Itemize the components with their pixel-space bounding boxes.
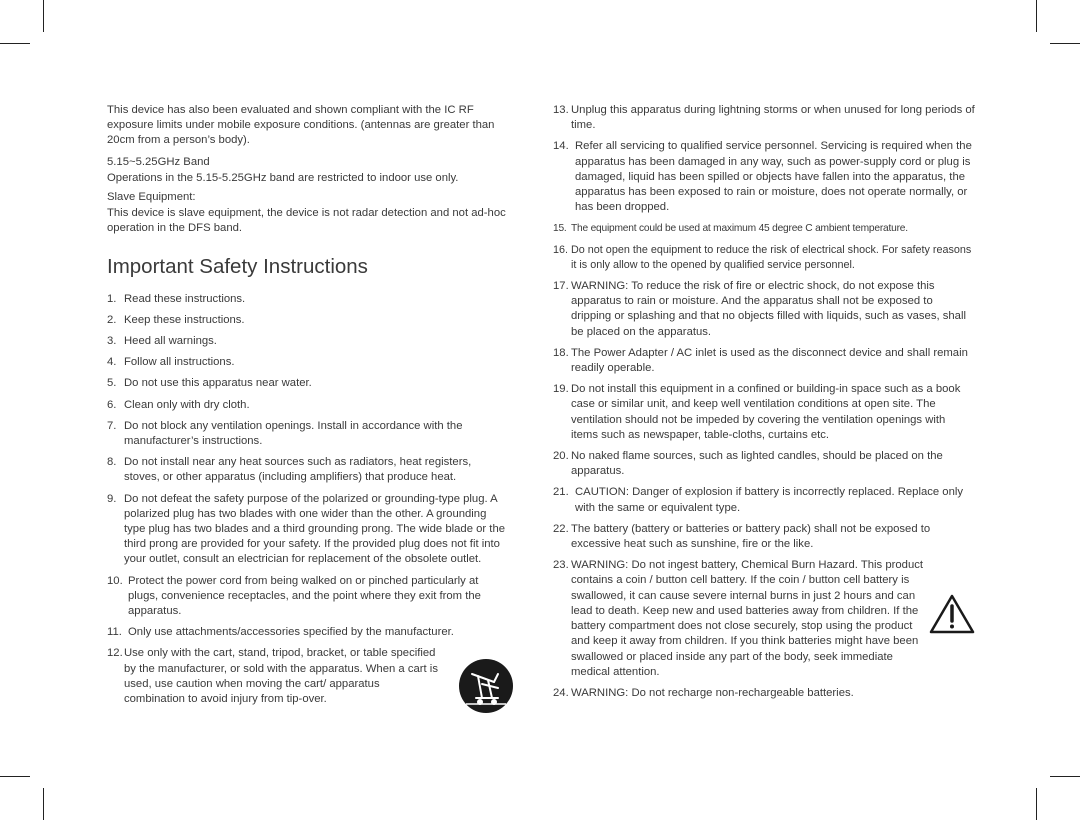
item-number: 9. xyxy=(107,492,117,505)
left-column xyxy=(107,103,509,713)
item-text: The equipment could be used at maximum 45 degree C ambient temperature. xyxy=(571,223,908,235)
item-text: The Power Adapter / AC inlet is used as the disconnect device and shall remain readily operable. xyxy=(571,346,968,375)
crop-mark xyxy=(0,43,30,44)
slave-text: This device is slave equipment, the device is not radar detection and not ad-hoc operation in the DFS band. xyxy=(107,207,506,235)
item-text: Unplug this apparatus during lightning storms or when unused for long periods of time. xyxy=(571,104,975,132)
item-number: 11. xyxy=(107,626,122,639)
list-item xyxy=(107,313,509,328)
item-text: Do not install near any heat sources such as radiators, heat registers, stoves, or other apparatus (including amplifiers) that produce heat. xyxy=(124,456,472,484)
item-text: WARNING: To reduce the risk of fire or electric shock, do not expose this apparatus to rain or moisture. And the apparatus shall not be exposed to dripping or splashing and that no objects filled with liquids, such as vases, shall be placed on the apparatus. xyxy=(571,280,966,338)
list-item xyxy=(107,574,509,620)
item-text: Do not install this equipment in a confined or building-in space such as a book case or similar unit, and keep well ventilation conditions at open site. The ventilation should not be impeded by covering the ventilation openings with items such as newspaper, table-cloths, curtains etc. xyxy=(571,383,961,441)
item-number: 10. xyxy=(107,574,123,587)
item-number: 7. xyxy=(107,419,117,432)
item-number: 13. xyxy=(553,104,569,116)
item-text: WARNING: Do not recharge non-rechargeable batteries. xyxy=(571,686,854,699)
item-number: 23. xyxy=(553,559,569,572)
crop-mark xyxy=(1050,43,1080,44)
item-text: Refer all servicing to qualified service personnel. Servicing is required when the apparatus has been damaged in any way, such as power-supply cord or plug is damaged, liquid has been spilled or objects have fallen into the apparatus, the apparatus has been exposed to rain or moisture, does not operate normally, or has been dropped. xyxy=(575,140,972,214)
item-number: 14. xyxy=(553,140,569,153)
item-number: 24. xyxy=(553,686,569,699)
list-item xyxy=(107,334,509,349)
item-number: 19. xyxy=(553,383,569,396)
list-item xyxy=(553,279,975,340)
item-text: The battery (battery or batteries or battery pack) shall not be exposed to excessive heat such as sunshine, fire or the like. xyxy=(571,522,931,551)
item-number: 21. xyxy=(553,486,569,499)
list-item xyxy=(553,346,975,376)
item-number: 6. xyxy=(107,398,117,411)
safety-list-left xyxy=(107,292,509,708)
list-item xyxy=(553,103,975,133)
item-number: 1. xyxy=(107,292,117,305)
item-text: Do not use this apparatus near water. xyxy=(124,377,312,390)
item-text: Follow all instructions. xyxy=(124,356,235,369)
item-number: 17. xyxy=(553,280,569,293)
list-item xyxy=(553,382,975,443)
list-item xyxy=(107,455,509,485)
item-text: WARNING: Do not ingest battery, Chemical Burn Hazard. This product contains a coin / button cell battery. If the coin / button cell battery is swallowed, it can cause severe internal burns in just 2 hours and can lead to death. Keep new and used batteries away from children. If the battery compartment does not close securely, stop using the product and keep it away from children. If you think batteries might have been swallowed or placed inside any part of the body, seek immediate medical attention. xyxy=(571,559,924,678)
crop-mark xyxy=(1036,0,1037,32)
item-number: 16. xyxy=(553,243,569,256)
slave-title: Slave Equipment: xyxy=(107,191,196,204)
list-item xyxy=(107,646,509,707)
item-number: 22. xyxy=(553,522,569,535)
list-item xyxy=(553,686,975,701)
list-item xyxy=(107,419,509,449)
list-item xyxy=(107,376,509,391)
list-item xyxy=(553,485,975,515)
item-number: 4. xyxy=(107,356,117,369)
item-text: Only use attachments/accessories specified by the manufacturer. xyxy=(128,626,454,639)
crop-mark xyxy=(1036,788,1037,820)
item-text: Read these instructions. xyxy=(124,292,246,305)
item-number: 2. xyxy=(107,313,117,326)
list-item xyxy=(553,522,975,552)
list-item xyxy=(553,558,975,680)
band-text: Operations in the 5.15-5.25GHz band are restricted to indoor use only. xyxy=(107,171,459,184)
warning-triangle-icon xyxy=(929,594,975,634)
item-number: 3. xyxy=(107,335,117,348)
item-number: 20. xyxy=(553,450,569,463)
item-text: Keep these instructions. xyxy=(124,313,245,326)
crop-mark xyxy=(1050,776,1080,777)
item-number: 5. xyxy=(107,377,117,390)
ic-exposure-paragraph: This device has also been evaluated and shown compliant with the IC RF exposure limits under mobile exposure conditions. (antennas are greater than 20cm from a person’s body). xyxy=(107,104,495,147)
item-text: Protect the power cord from being walked on or pinched particularly at plugs, convenience receptacles, and the point where they exit from the apparatus. xyxy=(128,574,481,618)
list-item xyxy=(107,398,509,413)
item-text: Heed all warnings. xyxy=(124,335,217,348)
item-number: 15. xyxy=(553,223,567,235)
item-text: CAUTION: Danger of explosion if battery is incorrectly replaced. Replace only with the same or equivalent type. xyxy=(575,486,964,514)
item-text: Do not defeat the safety purpose of the polarized or grounding-type plug. A polarized plug has two blades with one wider than the other. A grounding type plug has two blades and a third grounding prong. The wide blade or the third prong are provided for your safety. If the provided plug does not fit into your outlet, consult an electrician for replacement of the obsolete outlet. xyxy=(124,492,506,566)
list-item xyxy=(553,243,975,273)
band-title: 5.15~5.25GHz Band xyxy=(107,155,210,168)
list-item xyxy=(553,221,975,236)
item-number: 18. xyxy=(553,346,569,359)
item-text: Do not open the equipment to reduce the risk of electrical shock. For safety reasons it is only allow to the opened by qualified service personnel. xyxy=(571,243,972,271)
item-text: Clean only with dry cloth. xyxy=(124,398,250,411)
list-item xyxy=(107,492,509,568)
item-text: Do not block any ventilation openings. Install in accordance with the manufacturer’s instructions. xyxy=(124,419,463,448)
crop-mark xyxy=(43,0,44,32)
list-item xyxy=(107,292,509,307)
list-item xyxy=(553,449,975,479)
list-item xyxy=(107,355,509,370)
item-number: 8. xyxy=(107,456,117,469)
cart-tip-over-warning-icon xyxy=(458,658,514,714)
list-item xyxy=(107,625,509,640)
crop-mark xyxy=(0,776,30,777)
safety-list-right xyxy=(553,103,975,701)
crop-mark xyxy=(43,788,44,820)
right-column xyxy=(553,103,975,707)
page-title: Important Safety Instructions xyxy=(107,254,368,278)
item-text: Use only with the cart, stand, tripod, bracket, or table specified by the manufacturer, or sold with the apparatus. When a cart is used, use caution when moving the cart/ apparatus combination to avoid injury from tip-over. xyxy=(124,647,438,706)
list-item xyxy=(553,139,975,215)
item-text: No naked flame sources, such as lighted candles, should be placed on the apparatus. xyxy=(571,450,943,478)
item-number: 12. xyxy=(107,647,123,660)
